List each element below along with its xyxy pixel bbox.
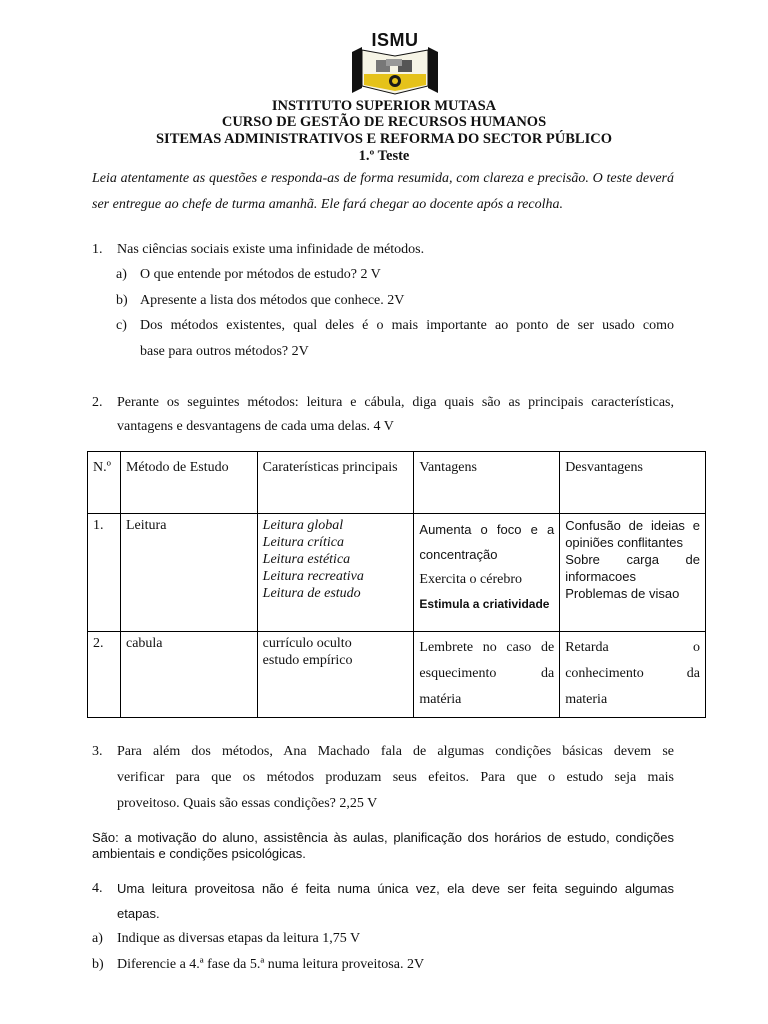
logo-text: ISMU xyxy=(371,30,419,50)
course-name: CURSO DE GESTÃO DE RECURSOS HUMANOS xyxy=(221,114,547,130)
q1b-text: Apresente a lista dos métodos que conhece. 2V xyxy=(140,293,405,308)
q4a-label: a) xyxy=(92,931,103,946)
advantage-item: Estimula a criatividade xyxy=(419,597,550,611)
q4-text-line2: etapas. xyxy=(117,906,160,921)
q1a-text: O que entende por métodos de estudo? 2 V xyxy=(140,267,381,282)
q4b-text: Diferencie a 4.ª fase da 5.ª numa leitura proveitosa. 2V xyxy=(117,957,425,972)
feature-item: Leitura de estudo xyxy=(262,586,361,601)
q1c-label: c) xyxy=(116,318,127,333)
advantage-item: Aumenta o foco e a concentração xyxy=(419,522,555,562)
row2-method: cabula xyxy=(120,632,257,718)
q4b-label: b) xyxy=(92,957,104,972)
q2-text-line2: vantagens e desvantagens de cada uma delas. 4 V xyxy=(117,419,394,434)
row2-advantages: Lembrete no caso de esquecimento da matéria xyxy=(414,632,560,718)
disadvantage-item: Sobre carga de informacoes xyxy=(565,552,700,584)
row1-advantages xyxy=(414,514,560,632)
q1-number: 1. xyxy=(92,242,103,257)
feature-item: estudo empírico xyxy=(262,653,353,668)
header-advantages: Vantagens xyxy=(414,452,560,514)
feature-item: Leitura global xyxy=(262,518,344,533)
q3-answer: São: a motivação do aluno, assistência às aulas, planificação dos horários de estudo, condições ambientais e condições psicológicas. xyxy=(92,830,674,861)
ismu-logo xyxy=(350,30,440,100)
q1c-text-line2: base para outros métodos? 2V xyxy=(140,344,309,359)
advantage-item: Exercita o cérebro xyxy=(419,572,523,587)
header-disadvantages: Desvantagens xyxy=(560,452,706,514)
table-row xyxy=(88,632,706,718)
q4a-text: Indique as diversas etapas da leitura 1,75 V xyxy=(117,931,361,946)
disadvantage-item: Problemas de visao xyxy=(565,586,680,601)
feature-item: Leitura recreativa xyxy=(262,569,364,584)
feature-item: currículo oculto xyxy=(262,636,352,651)
q4-text-line1: Uma leitura proveitosa não é feita numa única vez, ela deve ser feita seguindo algumas xyxy=(117,881,674,896)
row1-number: 1. xyxy=(88,514,121,632)
q1b-label: b) xyxy=(116,293,128,308)
q3-text-line1: Para além dos métodos, Ana Machado fala de algumas condições básicas devem se xyxy=(117,744,674,759)
q2-text-line1: Perante os seguintes métodos: leitura e cábula, diga quais são as principais características, xyxy=(117,395,674,410)
methods-table xyxy=(87,451,706,718)
table-header-row xyxy=(88,452,706,514)
row1-features xyxy=(257,514,414,632)
q3-number: 3. xyxy=(92,744,103,759)
test-title: 1.º Teste xyxy=(358,148,410,164)
disadvantage-item: Confusão de ideias e opiniões conflitantes xyxy=(565,518,700,550)
q3-text-line3: proveitoso. Quais são essas condições? 2,25 V xyxy=(117,796,378,811)
row2-disadvantages: Retarda o conhecimento da materia xyxy=(560,632,706,718)
q1-text: Nas ciências sociais existe uma infinidade de métodos. xyxy=(117,242,425,257)
q3-text-line2: verificar para que os métodos produzam seus efeitos. Para que o estudo seja mais xyxy=(117,770,674,785)
subject-name: SITEMAS ADMINISTRATIVOS E REFORMA DO SECTOR PÚBLICO xyxy=(155,131,612,147)
header-features: Caraterísticas principais xyxy=(257,452,414,514)
feature-item: Leitura estética xyxy=(262,552,351,567)
row1-disadvantages xyxy=(560,514,706,632)
header-number: N.º xyxy=(88,452,121,514)
logo-emblem-icon xyxy=(350,30,440,100)
row2-features xyxy=(257,632,414,718)
row1-method: Leitura xyxy=(120,514,257,632)
q4-number: 4. xyxy=(92,881,103,896)
institute-name: INSTITUTO SUPERIOR MUTASA xyxy=(271,98,497,114)
q1a-label: a) xyxy=(116,267,127,282)
header-method: Método de Estudo xyxy=(120,452,257,514)
q2-number: 2. xyxy=(92,395,103,410)
instructions: Leia atentamente as questões e responda-as de forma resumida, com clareza e precisão. O teste deverá ser entregue ao chefe de turma amanhã. Ele fará chegar ao docente após a recolha. xyxy=(92,171,674,212)
feature-item: Leitura crítica xyxy=(262,535,344,550)
row2-number: 2. xyxy=(88,632,121,718)
q1c-text-line1: Dos métodos existentes, qual deles é o mais importante ao ponto de ser usado como xyxy=(140,318,674,333)
table-row xyxy=(88,514,706,632)
